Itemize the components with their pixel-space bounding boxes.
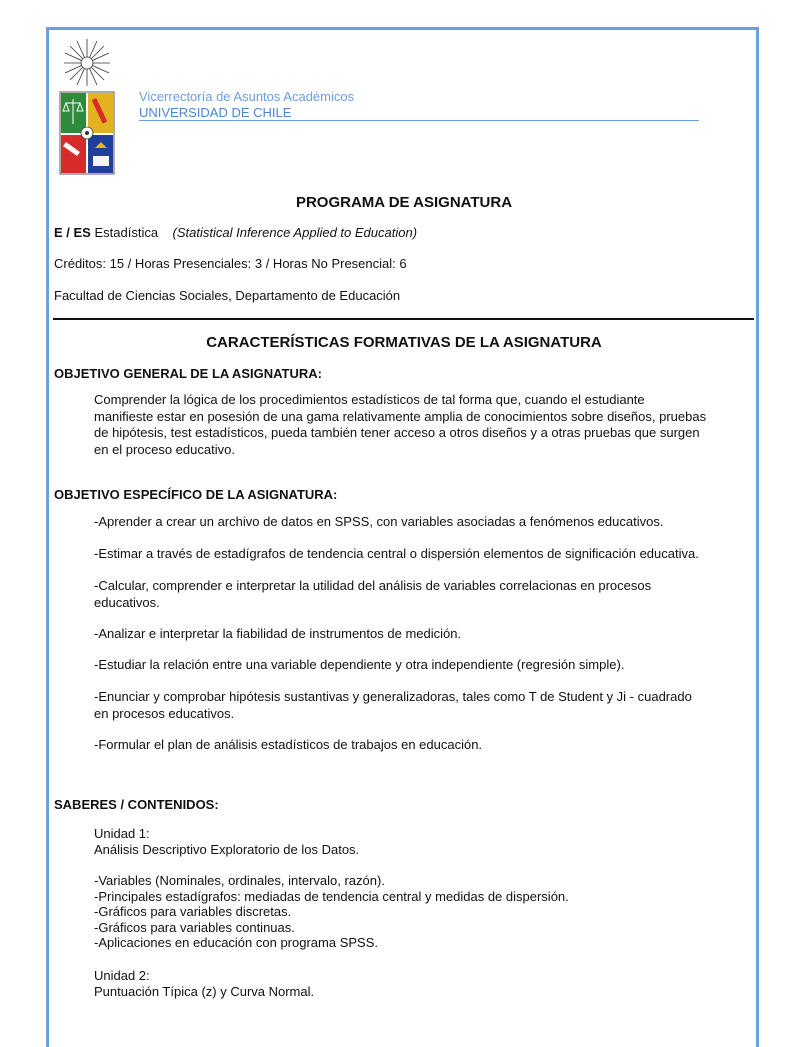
course-english-name: (Statistical Inference Applied to Education)	[172, 225, 418, 240]
unit-1-item: -Principales estadígrafos: mediadas de tendencia central y medidas de dispersión.	[94, 888, 569, 904]
specific-objective-line: -Analizar e interpretar la fiabilidad de instrumentos de medición.	[94, 626, 462, 641]
specific-objective-item	[94, 578, 744, 611]
specific-objective-item	[94, 546, 744, 563]
unit-2-subtitle: Puntuación Típica (z) y Curva Normal.	[94, 983, 315, 999]
general-objective-text	[94, 392, 744, 458]
general-objective-line: Comprender la lógica de los procedimientos estadísticos de tal forma que, cuando el estudiante	[94, 392, 645, 407]
unit-1-title: Unidad 1:	[94, 826, 150, 841]
unit-1	[94, 826, 744, 857]
specific-objective-line: -Estudiar la relación entre una variable dependiente y otra independiente (regresión simple).	[94, 657, 625, 672]
section-divider	[53, 318, 754, 320]
specific-objective-line: -Calcular, comprender e interpretar la utilidad del análisis de variables correlacionas en procesos	[94, 578, 652, 593]
specific-objective-line: en procesos educativos.	[94, 705, 235, 721]
university-coat-of-arms-logo	[57, 36, 117, 178]
specific-objective-heading: OBJETIVO ESPECÍFICO DE LA ASIGNATURA:	[54, 487, 338, 502]
credits-line: Créditos: 15 / Horas Presenciales: 3 / Horas No Presencial: 6	[54, 256, 407, 271]
institution-department: Vicerrectoría de Asuntos Académicos	[139, 89, 355, 104]
unit-1-items	[94, 873, 744, 951]
header-divider	[139, 120, 699, 121]
program-title: PROGRAMA DE ASIGNATURA	[295, 194, 513, 211]
specific-objective-item	[94, 737, 744, 754]
unit-2	[94, 968, 744, 999]
institution-header	[139, 89, 699, 121]
general-objective-line: manifieste estar en posesión de una gama relativamente amplia de conocimientos sobre diseños, pruebas	[94, 408, 707, 424]
characteristics-title: CARACTERÍSTICAS FORMATIVAS DE LA ASIGNATURA	[206, 334, 602, 351]
course-name-line	[54, 225, 754, 240]
specific-objective-line: -Estimar a través de estadígrafos de tendencia central o dispersión elementos de significación educativa.	[94, 546, 699, 561]
general-objective-line: en el proceso educativo.	[94, 441, 235, 457]
general-objective-line: de hipótesis, test estadísticos, pueda también tener acceso a otros diseños y a otras pruebas que surgen	[94, 425, 700, 440]
specific-objective-item	[94, 657, 744, 674]
specific-objective-line: educativos.	[94, 594, 160, 610]
specific-objective-line: -Aprender a crear un archivo de datos en SPSS, con variables asociadas a fenómenos educativos.	[94, 514, 664, 529]
specific-objective-item	[94, 514, 744, 531]
specific-objective-item	[94, 626, 744, 643]
faculty-line: Facultad de Ciencias Sociales, Departamento de Educación	[54, 288, 401, 303]
unit-1-subtitle: Análisis Descriptivo Exploratorio de los Datos.	[94, 841, 360, 857]
unit-1-item: -Gráficos para variables discretas.	[94, 904, 292, 919]
general-objective-heading: OBJETIVO GENERAL DE LA ASIGNATURA:	[54, 366, 322, 381]
institution-name: UNIVERSIDAD DE CHILE	[139, 105, 292, 120]
contents-heading: SABERES / CONTENIDOS:	[54, 797, 219, 812]
unit-1-item: -Variables (Nominales, ordinales, intervalo, razón).	[94, 873, 385, 888]
course-name: Estadística	[94, 225, 159, 240]
specific-objective-line: -Formular el plan de análisis estadísticos de trabajos en educación.	[94, 737, 483, 752]
course-code: E / ES	[54, 225, 91, 240]
specific-objective-item	[94, 689, 744, 722]
unit-1-item: -Aplicaciones en educación con programa SPSS.	[94, 935, 378, 950]
specific-objective-line: -Enunciar y comprobar hipótesis sustantivas y generalizadoras, tales como T de Student y Ji - cuadrado	[94, 689, 692, 704]
unit-1-item: -Gráficos para variables continuas.	[94, 919, 295, 935]
unit-2-title: Unidad 2:	[94, 968, 150, 983]
